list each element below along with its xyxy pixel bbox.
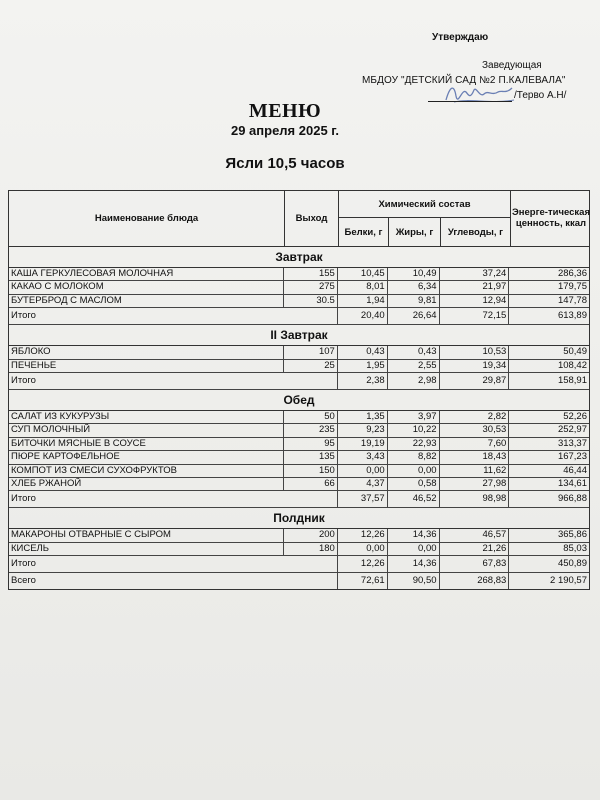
dish-output: 150 [284, 465, 338, 477]
dish-name: ЯБЛОКО [9, 346, 284, 358]
table-row [9, 478, 589, 491]
dish-output: 275 [284, 281, 338, 293]
dish-carbs: 7,60 [440, 438, 510, 450]
total-protein: 2,38 [338, 373, 388, 389]
signer-name: /Терво А.Н/ [514, 90, 567, 101]
approve-label: Утверждаю [432, 32, 489, 43]
table-row [9, 438, 589, 451]
dish-output: 25 [284, 360, 338, 372]
dish-fat: 3,97 [388, 411, 440, 423]
table-row [9, 360, 589, 373]
dish-protein: 12,26 [338, 529, 388, 541]
dish-energy: 134,61 [557, 477, 587, 489]
dish-carbs: 37,24 [440, 268, 510, 280]
menu-date: 29 апреля 2025 г. [230, 123, 340, 138]
grand-total-energy: 2 190,57 [550, 575, 587, 587]
dish-protein: 0,43 [338, 346, 388, 358]
section-total-row [9, 308, 589, 325]
dish-output: 95 [284, 438, 338, 450]
dish-output: 235 [284, 424, 338, 436]
total-label: Итого [11, 310, 36, 322]
dish-output: 30.5 [284, 295, 338, 307]
header-carbs: Углеводы, г [441, 218, 511, 246]
dish-protein: 3,43 [338, 451, 388, 463]
dish-fat: 10,22 [388, 424, 440, 436]
total-carbs: 29,87 [440, 373, 510, 389]
section-title: II Завтрак [9, 325, 589, 346]
head-role: Заведующая [482, 60, 542, 71]
dish-name: БУТЕРБРОД С МАСЛОМ [9, 295, 284, 307]
dish-fat: 9,81 [388, 295, 440, 307]
total-energy: 158,91 [557, 374, 587, 386]
head-organization: МБДОУ "ДЕТСКИЙ САД №2 П.КАЛЕВАЛА" [362, 75, 566, 86]
header-energy: Энерге-тическая ценность, ккал [511, 206, 591, 229]
dish-fat: 0,00 [388, 543, 440, 555]
total-output [284, 556, 338, 572]
dish-fat: 0,58 [388, 478, 440, 490]
dish-fat: 10,49 [388, 268, 440, 280]
dish-fat: 0,43 [388, 346, 440, 358]
total-energy: 450,89 [557, 558, 587, 570]
dish-name: КОМПОТ ИЗ СМЕСИ СУХОФРУКТОВ [9, 465, 284, 477]
dish-protein: 19,19 [338, 438, 388, 450]
page-title: МЕНЮ [248, 100, 322, 122]
dish-carbs: 21,26 [440, 543, 510, 555]
dish-energy: 313,37 [557, 437, 587, 449]
section-total-row [9, 556, 589, 573]
section-total-row [9, 373, 589, 390]
dish-fat: 22,93 [388, 438, 440, 450]
dish-name: ХЛЕБ РЖАНОЙ [9, 478, 284, 490]
dish-carbs: 21,97 [440, 281, 510, 293]
dish-name: КИСЕЛЬ [9, 543, 284, 555]
header-fat: Жиры, г [389, 218, 441, 246]
table-row [9, 281, 589, 294]
dish-name: ПЕЧЕНЬЕ [9, 360, 284, 372]
grand-total-label: Всего [11, 575, 36, 587]
dish-protein: 9,23 [338, 424, 388, 436]
table-row [9, 529, 589, 542]
table-body [9, 247, 589, 589]
table-header [9, 191, 589, 247]
dish-carbs: 2,82 [440, 411, 510, 423]
table-row [9, 411, 589, 424]
dish-name: ПЮРЕ КАРТОФЕЛЬНОЕ [9, 451, 284, 463]
section-total-row [9, 491, 589, 508]
dish-protein: 10,45 [338, 268, 388, 280]
grand-total-output [284, 573, 338, 589]
table-row [9, 295, 589, 308]
dish-carbs: 18,43 [440, 451, 510, 463]
total-fat: 26,64 [388, 308, 440, 324]
total-fat: 2,98 [388, 373, 440, 389]
table-row [9, 465, 589, 478]
dish-carbs: 11,62 [440, 465, 510, 477]
total-protein: 20,40 [338, 308, 388, 324]
total-label: Итого [11, 493, 36, 505]
total-output [284, 373, 338, 389]
dish-carbs: 10,53 [440, 346, 510, 358]
header-chem: Химический состав [339, 191, 511, 218]
total-output [284, 308, 338, 324]
dish-output: 50 [284, 411, 338, 423]
dish-energy: 147,78 [557, 294, 587, 306]
dish-name: КАША ГЕРКУЛЕСОВАЯ МОЛОЧНАЯ [9, 268, 284, 280]
dish-protein: 4,37 [338, 478, 388, 490]
total-energy: 966,88 [557, 493, 587, 505]
dish-energy: 85,03 [563, 542, 587, 554]
dish-energy: 52,26 [563, 410, 587, 422]
section-title: Завтрак [9, 247, 589, 268]
dish-energy: 179,75 [557, 281, 587, 293]
table-row [9, 543, 589, 556]
total-fat: 14,36 [388, 556, 440, 572]
dish-name: КАКАО С МОЛОКОМ [9, 281, 284, 293]
dish-protein: 8,01 [338, 281, 388, 293]
table-row [9, 268, 589, 281]
header-name: Наименование блюда [9, 191, 285, 246]
dish-output: 66 [284, 478, 338, 490]
dish-protein: 0,00 [338, 465, 388, 477]
dish-protein: 1,95 [338, 360, 388, 372]
section-title: Обед [9, 390, 589, 411]
grand-total-carbs: 268,83 [440, 573, 510, 589]
dish-output: 180 [284, 543, 338, 555]
total-fat: 46,52 [388, 491, 440, 507]
header-protein: Белки, г [339, 218, 389, 246]
dish-carbs: 30,53 [440, 424, 510, 436]
dish-protein: 1,94 [338, 295, 388, 307]
menu-subtitle: Ясли 10,5 часов [225, 155, 345, 172]
total-label: Итого [11, 558, 36, 570]
dish-fat: 8,82 [388, 451, 440, 463]
dish-carbs: 46,57 [440, 529, 510, 541]
dish-output: 155 [284, 268, 338, 280]
total-protein: 12,26 [338, 556, 388, 572]
dish-energy: 46,44 [563, 464, 587, 476]
dish-output: 107 [284, 346, 338, 358]
grand-total-row [9, 573, 589, 589]
table-row [9, 451, 589, 464]
dish-output: 135 [284, 451, 338, 463]
dish-energy: 167,23 [557, 451, 587, 463]
dish-energy: 365,86 [557, 529, 587, 541]
dish-protein: 1,35 [338, 411, 388, 423]
total-protein: 37,57 [338, 491, 388, 507]
dish-protein: 0,00 [338, 543, 388, 555]
total-carbs: 67,83 [440, 556, 510, 572]
dish-carbs: 19,34 [440, 360, 510, 372]
table-row [9, 346, 589, 359]
grand-total-fat: 90,50 [388, 573, 440, 589]
dish-fat: 2,55 [388, 360, 440, 372]
dish-energy: 286,36 [557, 268, 587, 279]
dish-fat: 6,34 [388, 281, 440, 293]
section-title: Полдник [9, 508, 589, 529]
menu-table [8, 190, 590, 590]
dish-name: МАКАРОНЫ ОТВАРНЫЕ С СЫРОМ [9, 529, 284, 541]
dish-energy: 50,49 [563, 346, 587, 358]
dish-carbs: 27,98 [440, 478, 510, 490]
dish-energy: 108,42 [557, 359, 587, 371]
dish-fat: 14,36 [388, 529, 440, 541]
dish-name: СУП МОЛОЧНЫЙ [9, 424, 284, 436]
grand-total-protein: 72,61 [338, 573, 388, 589]
dish-energy: 252,97 [557, 424, 587, 436]
total-carbs: 72,15 [440, 308, 510, 324]
dish-fat: 0,00 [388, 465, 440, 477]
total-output [284, 491, 338, 507]
header-output: Выход [285, 191, 339, 246]
dish-carbs: 12,94 [440, 295, 510, 307]
dish-name: САЛАТ ИЗ КУКУРУЗЫ [9, 411, 284, 423]
dish-output: 200 [284, 529, 338, 541]
total-carbs: 98,98 [440, 491, 510, 507]
total-energy: 613,89 [557, 310, 587, 322]
dish-name: БИТОЧКИ МЯСНЫЕ В СОУСЕ [9, 438, 284, 450]
table-row [9, 424, 589, 437]
total-label: Итого [11, 374, 36, 386]
